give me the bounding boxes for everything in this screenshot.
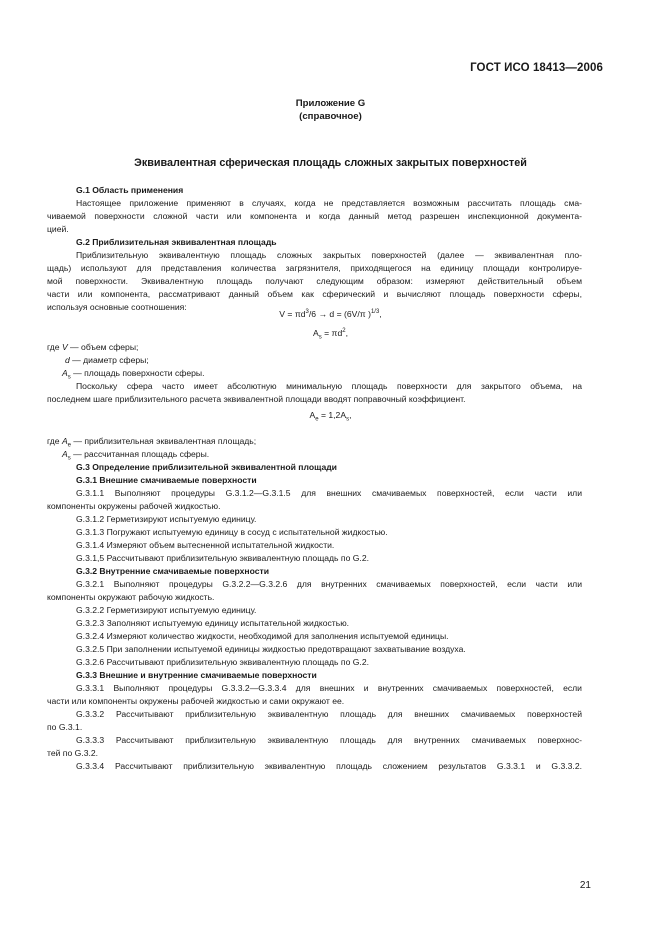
subsection-heading-g32: G.3.2 Внутренние смачиваемые поверхности bbox=[76, 566, 269, 576]
section-heading-g1: G.1 Область применения bbox=[76, 185, 184, 195]
text-line: G.3.3.1 Выполняют процедуры G.3.3.2—G.3.3.4 для внешних и внутренних смачиваемых поверхностей, если bbox=[76, 683, 582, 693]
legend-item: где $A_e$ — приблизительная эквивалентная площадь; bbox=[47, 436, 257, 449]
formula-volume-diameter: $V = \pi d^3/6 \to d = (6V/\pi$ )$^{1/3}$, bbox=[279, 309, 382, 319]
page-number: 21 bbox=[579, 880, 591, 891]
text-line: цией. bbox=[47, 224, 69, 234]
text-line: щадь) используют для представления количества загрязнителя, приходящегося на единицу площади контролируе- bbox=[47, 263, 582, 273]
text-line: G.3.3.2 Рассчитывают приблизительную эквивалентную площадь для внешних смачиваемых поверхностей bbox=[76, 709, 582, 719]
text-line: тей по G.3.2. bbox=[47, 748, 99, 758]
annex-label: Приложение G bbox=[295, 98, 366, 109]
list-item: G.3.1.4 Измеряют объем вытесненной испытательной жидкости. bbox=[76, 540, 335, 550]
section-heading-g2: G.2 Приблизительная эквивалентная площадь bbox=[76, 237, 277, 247]
text-line: последнем шаге приблизительного расчета эквивалентной площади вводят поправочный коэффициент. bbox=[47, 394, 466, 404]
list-item: G.3.2.2 Герметизируют испытуемую единицу. bbox=[76, 605, 257, 615]
text-line: G.3.2.1 Выполняют процедуры G.3.2.2—G.3.2.6 для внутренних смачиваемых поверхностей, если части или bbox=[76, 579, 582, 589]
legend-item: $A_s$ — площадь поверхности сферы. bbox=[62, 368, 205, 381]
legend-item: где V — объем сферы; bbox=[47, 342, 139, 352]
text-line: части или компонента, рассматривают данный объем как сферический и вычисляют площадь поверхности сферы, bbox=[47, 289, 582, 299]
annex-type: (справочное) bbox=[299, 111, 362, 122]
text-line: мой поверхности. Эквивалентную площадь получают следующим образом: измеряют действительный объем bbox=[47, 276, 582, 286]
text-line: Приблизительную эквивалентную площадь сложных закрытых поверхностей (далее — эквивалентная пло- bbox=[76, 250, 582, 260]
text-line: чиваемой поверхности сложной части или компонента и когда данный метод разрешен инспекционной документа- bbox=[47, 211, 582, 221]
list-item: G.3.2.5 При заполнении испытуемой единицы жидкостью предотвращают захватывание воздуха. bbox=[76, 644, 466, 654]
formula-equivalent-area: $A_e = 1,2A_s$, bbox=[309, 410, 352, 423]
subsection-heading-g31: G.3.1 Внешние смачиваемые поверхности bbox=[76, 475, 257, 485]
section-heading-g3: G.3 Определение приблизительной эквивалентной площади bbox=[76, 462, 337, 472]
legend-item: $A_s$ — рассчитанная площадь сферы. bbox=[62, 449, 210, 462]
text-line: G.3.3.4 Рассчитывают приблизительную эквивалентную площадь сложением результатов G.3.3.1 и G.3.3.2. bbox=[76, 761, 582, 771]
text-line: Поскольку сфера часто имеет абсолютную минимальную площадь поверхности для закрытого объема, на bbox=[76, 381, 582, 391]
text-line: по G.3.1. bbox=[47, 722, 83, 732]
text-line: Настоящее приложение применяют в случаях, когда не представляется возможным рассчитать площадь сма- bbox=[76, 198, 582, 208]
subsection-heading-g33: G.3.3 Внешние и внутренние смачиваемые поверхности bbox=[76, 670, 317, 680]
legend-item: d — диаметр сферы; bbox=[65, 355, 149, 365]
text-line: компоненты окружают рабочую жидкость. bbox=[47, 592, 215, 602]
list-item: G.3.1,5 Рассчитывают приблизительную эквивалентную площадь по G.2. bbox=[76, 553, 369, 563]
list-item: G.3.2.6 Рассчитывают приблизительную эквивалентную площадь по G.2. bbox=[76, 657, 369, 667]
list-item: G.3.1.3 Погружают испытуемую единицу в сосуд с испытательной жидкостью. bbox=[76, 527, 388, 537]
list-item: G.3.1.2 Герметизируют испытуемую единицу. bbox=[76, 514, 257, 524]
text-line: G.3.3.3 Рассчитывают приблизительную эквивалентную площадь для внутренних смачиваемых поверхнос- bbox=[76, 735, 582, 745]
page-title: Эквивалентная сферическая площадь сложных закрытых поверхностей bbox=[134, 157, 527, 169]
text-line: части или компоненты окружены рабочей жидкостью и сами окружают ее. bbox=[47, 696, 345, 706]
text-line: используя основные соотношения: bbox=[47, 302, 187, 312]
formula-sphere-area: $A_s = \pi d^2$, bbox=[313, 328, 348, 341]
text-line: G.3.1.1 Выполняют процедуры G.3.1.2—G.3.1.5 для внешних смачиваемых поверхностей, если части или bbox=[76, 488, 582, 498]
text-line: компоненты окружены рабочей жидкостью. bbox=[47, 501, 221, 511]
list-item: G.3.2.3 Заполняют испытуемую единицу испытательной жидкостью. bbox=[76, 618, 350, 628]
list-item: G.3.2.4 Измеряют количество жидкости, необходимой для заполнения испытуемой единицы. bbox=[76, 631, 449, 641]
document-code: ГОСТ ИСО 18413—2006 bbox=[470, 62, 603, 74]
